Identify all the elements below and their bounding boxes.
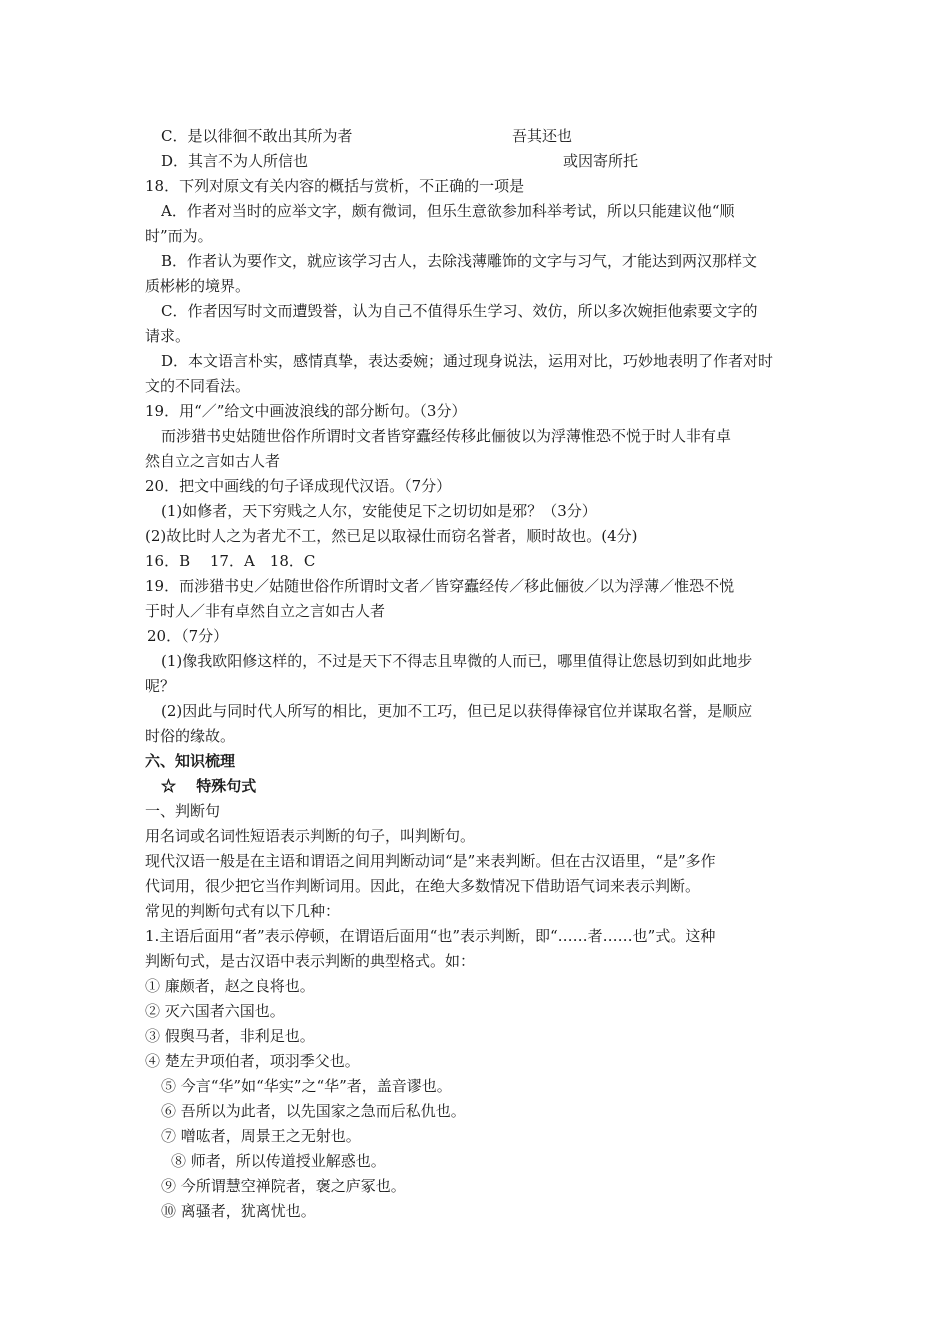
q20-sentence-1: (1)如修者，天下穷贱之人尔，安能使足下之切切如是邪？（3分）: [161, 502, 597, 520]
section-six-heading: 六、知识梳理: [145, 752, 236, 770]
q18-option-d-cont: 文的不同看法。: [145, 377, 251, 395]
q18-option-c: C．作者因写时文而遭毁誉，认为自己不值得乐生学习、效仿，所以多次婉拒他索要文字的: [161, 302, 758, 320]
forms-intro: 常见的判断句式有以下几种：: [145, 902, 341, 920]
judgment-sentence-heading: 一、判断句: [145, 802, 221, 820]
option-d-extra: 或因寄所托: [563, 152, 639, 170]
q19-passage: 而涉猎书史姑随世俗作所谓时文者皆穿蠹经传移此俪彼以为浮薄惟恐不悦于时人非有卓: [161, 427, 732, 445]
example-3: ③ 假舆马者，非利足也。: [145, 1027, 315, 1045]
option-c-extra: 吾其还也: [512, 127, 573, 145]
answer-20-1-cont: 呢？: [145, 677, 176, 695]
example-6: ⑥ 吾所以为此者，以先国家之急而后私仇也。: [161, 1102, 466, 1120]
option-c-text: C．是以徘徊不敢出其所为者: [161, 127, 353, 145]
special-sentence-heading: ☆ 特殊句式: [161, 777, 257, 795]
option-c-line: [161, 126, 826, 146]
q18-option-d: D．本文语言朴实，感情真挚，表达委婉；通过现身说法，运用对比，巧妙地表明了作者对时: [161, 352, 774, 370]
q18-option-b-cont: 质彬彬的境界。: [145, 277, 251, 295]
question-19: 19．用“／”给文中画波浪线的部分断句。（3分）: [145, 402, 467, 420]
q19-passage-cont: 然自立之言如古人者: [145, 452, 281, 470]
answer-19: 19．而涉猎书史／姑随世俗作所谓时文者／皆穿蠹经传／移此俪彼／以为浮薄／惟恐不悦: [145, 577, 735, 595]
answer-20-2: (2)因此与同时代人所写的相比，更加不工巧，但已足以获得俸禄官位并谋取名誉，是顺应: [161, 702, 753, 720]
answers-16-18: 16．B 17．A 18．C: [145, 552, 316, 570]
q18-option-a: A．作者对当时的应举文字，颇有微词，但乐生意欲参加科举考试，所以只能建议他“顺: [161, 202, 735, 220]
example-9: ⑨ 今所谓慧空禅院者，褒之庐冢也。: [161, 1177, 406, 1195]
example-4: ④ 楚左尹项伯者，项羽季父也。: [145, 1052, 360, 1070]
answer-20-2-cont: 时俗的缘故。: [145, 727, 236, 745]
answer-20-heading: 20．（7分）: [147, 627, 229, 645]
option-d-text: D．其言不为人所信也: [161, 152, 309, 170]
explanation-text: 现代汉语一般是在主语和谓语之间用判断动词“是”来表判断。但在古汉语里，“是”多作: [145, 852, 716, 870]
q20-sentence-2: (2)故比时人之为者尤不工，然已足以取禄仕而窃名誉者，顺时故也。(4分): [145, 527, 638, 545]
example-10: ⑩ 离骚者，犹离忧也。: [161, 1202, 316, 1220]
example-7: ⑦ 噌吰者，周景王之无射也。: [161, 1127, 361, 1145]
option-d-line: [161, 151, 826, 171]
question-20: 20．把文中画线的句子译成现代汉语。（7分）: [145, 477, 452, 495]
example-1: ① 廉颇者，赵之良将也。: [145, 977, 315, 995]
q18-option-c-cont: 请求。: [145, 327, 191, 345]
q18-option-b: B．作者认为要作文，就应该学习古人，去除浅薄雕饰的文字与习气，才能达到两汉那样文: [161, 252, 758, 270]
q18-option-a-cont: 时”而为。: [145, 227, 213, 245]
example-2: ② 灭六国者六国也。: [145, 1002, 285, 1020]
definition-text: 用名词或名词性短语表示判断的句子，叫判断句。: [145, 827, 476, 845]
answer-19-cont: 于时人／非有卓然自立之言如古人者: [145, 602, 386, 620]
form-1-cont: 判断句式，是古汉语中表示判断的典型格式。如：: [145, 952, 476, 970]
example-8: ⑧ 师者，所以传道授业解惑也。: [171, 1152, 386, 1170]
form-1: 1.主语后面用“者”表示停顿，在谓语后面用“也”表示判断，即“……者……也”式。这种: [145, 927, 716, 945]
explanation-text-cont: 代词用，很少把它当作判断词用。因此，在绝大多数情况下借助语气词来表示判断。: [145, 877, 701, 895]
example-5: ⑤ 今言“华”如“华实”之“华”者，盖音谬也。: [161, 1077, 452, 1095]
question-18: 18．下列对原文有关内容的概括与赏析，不正确的一项是: [145, 177, 525, 195]
answer-20-1: (1)像我欧阳修这样的，不过是天下不得志且卑微的人而已，哪里值得让您恳切到如此地步: [161, 652, 753, 670]
